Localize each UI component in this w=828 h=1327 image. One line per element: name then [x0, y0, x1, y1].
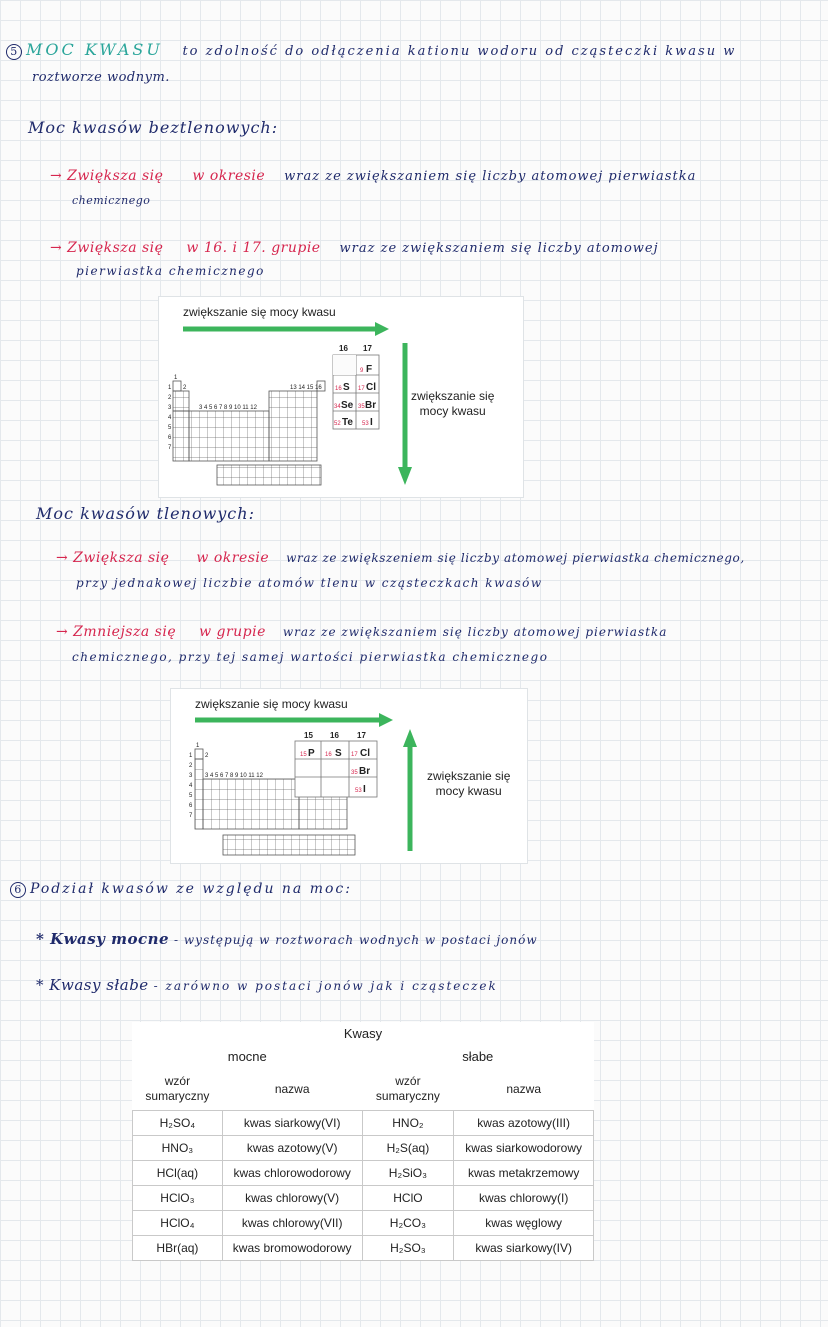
group-label-15: 15 — [304, 731, 313, 740]
element-symbol: Se — [341, 400, 354, 411]
formula-cell: HClO₃ — [133, 1186, 223, 1211]
intro-line-2: roztworze wodnym. — [32, 70, 170, 85]
group-label-17: 17 — [363, 344, 372, 353]
beztlenowe-bullet-2 — [50, 240, 659, 256]
table-row — [133, 1161, 594, 1186]
name-cell: kwas azotowy(V) — [222, 1136, 362, 1161]
section-5-title-line — [6, 40, 736, 60]
element-z: 16 — [335, 386, 342, 392]
horizontal-arrow-head — [379, 713, 393, 727]
section-6-title-line — [10, 878, 352, 898]
col-name: nazwa — [274, 1081, 310, 1096]
period-label: 1 — [189, 753, 193, 759]
element-z: 17 — [351, 752, 358, 758]
table-caption: Kwasy — [343, 1025, 383, 1041]
element-symbol: Te — [342, 417, 353, 428]
col-name: nazwa — [506, 1081, 541, 1096]
element-z: 52 — [334, 421, 341, 427]
element-z: 35 — [351, 770, 358, 776]
name-cell: kwas chlorowy(I) — [454, 1186, 594, 1211]
table-row — [133, 1211, 594, 1236]
name-cell: kwas węglowy — [454, 1211, 594, 1236]
vertical-arrow-head — [398, 467, 412, 485]
tlenowe-bullet-2 — [56, 624, 667, 640]
group-row-1: 1 — [196, 743, 200, 749]
group-label-16: 16 — [339, 344, 348, 353]
col-formula-line-1: wzór — [164, 1074, 191, 1088]
element-symbol: S — [343, 382, 350, 393]
side-label-line-1: zwiększanie się — [427, 769, 511, 783]
side-label-line-1: zwiększanie się — [411, 389, 495, 403]
group-row-1: 1 — [174, 375, 178, 381]
element-symbol: I — [363, 784, 366, 795]
element-symbol: Cl — [360, 748, 370, 759]
group-mid-label: 13 14 15 16 — [290, 385, 322, 391]
slabe-label: * Kwasy słabe — [36, 976, 149, 994]
intro-text: to zdolność do odłączenia kationu wodoru od cząsteczki kwasu w — [182, 44, 737, 59]
group-label-17: 17 — [357, 731, 366, 740]
period-label: 4 — [189, 783, 193, 789]
name-cell: kwas chlorowodorowy — [222, 1161, 362, 1186]
section-number: 6 — [10, 882, 26, 898]
table-row — [133, 1186, 594, 1211]
figure-1-arrow-label: zwiększanie się mocy kwasu — [183, 305, 336, 319]
beztlenowe-bullet-1 — [50, 168, 696, 184]
element-z: 9 — [360, 368, 364, 374]
figure-2-arrow-label: zwiększanie się mocy kwasu — [195, 697, 348, 711]
figure-1 — [158, 296, 524, 498]
element-z: 16 — [325, 752, 332, 758]
mocne-label: * Kwasy mocne — [36, 930, 170, 948]
b2-line-2: pierwiastka chemicznego — [76, 264, 265, 278]
formula-cell: H₂S(aq) — [362, 1136, 454, 1161]
b2-highlight: → Zwiększa się — [50, 240, 164, 256]
element-symbol: Br — [359, 766, 371, 777]
period-label: 2 — [168, 395, 172, 401]
mocne-line — [36, 930, 538, 948]
period-label: 4 — [168, 415, 172, 421]
acids-table — [132, 1022, 594, 1261]
group-row-3: 3 4 5 6 7 8 9 10 11 12 — [205, 773, 263, 779]
t1-highlight: → Zwiększa się — [56, 550, 170, 566]
period-label: 5 — [168, 425, 172, 431]
t2-highlight: → Zmniejsza się — [56, 624, 177, 640]
b1-highlight-2: w okresie — [192, 168, 266, 184]
slabe-desc: - zarówno w postaci jonów jak i cząsteczek — [153, 979, 498, 993]
name-cell: kwas siarkowy(IV) — [454, 1236, 594, 1261]
col-formula-line-1: wzór — [395, 1074, 421, 1088]
period-label: 3 — [189, 773, 193, 779]
element-z: 35 — [358, 404, 365, 410]
name-cell: kwas azotowy(III) — [454, 1111, 594, 1136]
table-header-row — [133, 1068, 594, 1111]
section-6-title: Podział kwasów ze względu na moc: — [30, 881, 352, 897]
formula-cell: H₂SO₄ — [133, 1111, 223, 1136]
element-z: 34 — [334, 404, 341, 410]
period-label: 7 — [168, 445, 172, 451]
group-label-16: 16 — [330, 731, 339, 740]
b1-rest: wraz ze zwiększaniem się liczby atomowej pierwiastka — [284, 169, 697, 184]
element-symbol: F — [366, 364, 373, 375]
formula-cell: H₂SiO₃ — [362, 1161, 454, 1186]
table-row — [133, 1111, 594, 1136]
name-cell: kwas metakrzemowy — [454, 1161, 594, 1186]
element-z: 53 — [355, 788, 362, 794]
element-symbol: Cl — [366, 382, 376, 393]
group-row-2: 2 — [205, 753, 209, 759]
t2-line-2: chemicznego, przy tej samej wartości pierwiastka chemicznego — [72, 650, 549, 664]
horizontal-arrow-head — [375, 322, 389, 336]
element-symbol: I — [370, 417, 373, 428]
element-symbol: S — [335, 748, 342, 759]
t2-rest: wraz ze zwiększaniem się liczby atomowej pierwiastka — [282, 625, 668, 639]
b2-highlight-2: w 16. i 17. grupie — [186, 240, 321, 256]
name-cell: kwas siarkowodorowy — [454, 1136, 594, 1161]
formula-cell: H₂CO₃ — [362, 1211, 454, 1236]
t1-rest: wraz ze zwiększeniem się liczby atomowej pierwiastka chemicznego, — [286, 551, 745, 565]
period-label: 1 — [168, 385, 172, 391]
name-cell: kwas chlorowy(V) — [222, 1186, 362, 1211]
group-row-2: 2 — [183, 385, 187, 391]
formula-cell: HBr(aq) — [133, 1236, 223, 1261]
side-label-line-2: mocy kwasu — [419, 404, 486, 418]
element-symbol: Br — [365, 400, 377, 411]
group-row-3: 3 4 5 6 7 8 9 10 11 12 — [199, 405, 257, 411]
side-label-line-2: mocy kwasu — [435, 784, 502, 798]
b1-line-2: chemicznego — [72, 194, 151, 207]
period-label: 5 — [189, 793, 193, 799]
period-label: 2 — [189, 763, 193, 769]
b1-highlight: → Zwiększa się — [50, 168, 164, 184]
formula-cell: HClO — [362, 1186, 454, 1211]
formula-cell: HNO₂ — [362, 1111, 454, 1136]
figure-1-svg — [159, 297, 523, 497]
formula-cell: HClO₄ — [133, 1211, 223, 1236]
period-label: 3 — [168, 405, 172, 411]
period-label: 7 — [189, 813, 193, 819]
period-label: 6 — [168, 435, 172, 441]
section-5-title: MOC KWASU — [26, 40, 163, 59]
figure-2-svg — [171, 689, 527, 863]
formula-cell: HCl(aq) — [133, 1161, 223, 1186]
group-strong: mocne — [227, 1048, 267, 1064]
col-formula-line-2: sumaryczny — [145, 1089, 210, 1103]
figure-2 — [170, 688, 528, 864]
element-z: 17 — [358, 386, 365, 392]
name-cell: kwas siarkowy(VI) — [222, 1111, 362, 1136]
t2-highlight-2: w grupie — [199, 624, 266, 640]
element-symbol: P — [308, 748, 315, 759]
col-formula — [133, 1068, 223, 1111]
group-weak: słabe — [462, 1048, 494, 1064]
col-formula-line-2: sumaryczny — [375, 1089, 440, 1103]
t1-highlight-2: w okresie — [196, 550, 270, 566]
vertical-arrow-head — [403, 729, 417, 747]
slabe-line — [36, 976, 498, 994]
t1-line-2: przy jednakowej liczbie atomów tlenu w cząsteczkach kwasów — [76, 576, 543, 590]
table-row — [133, 1236, 594, 1261]
element-z: 53 — [362, 421, 369, 427]
section-number: 5 — [6, 44, 22, 60]
mocne-desc: - występują w roztworach wodnych w postaci jonów — [174, 933, 538, 947]
b2-rest: wraz ze zwiększaniem się liczby atomowej — [339, 241, 659, 256]
period-label: 6 — [189, 803, 193, 809]
name-cell: kwas chlorowy(VII) — [222, 1211, 362, 1236]
tlenowe-bullet-1 — [56, 550, 745, 566]
col-formula — [362, 1068, 454, 1111]
name-cell: kwas bromowodorowy — [222, 1236, 362, 1261]
tlenowe-heading: Moc kwasów tlenowych: — [36, 504, 255, 523]
beztlenowe-heading: Moc kwasów beztlenowych: — [28, 118, 279, 137]
formula-cell: HNO₃ — [133, 1136, 223, 1161]
formula-cell: H₂SO₃ — [362, 1236, 454, 1261]
element-z: 15 — [300, 752, 307, 758]
table-row — [133, 1136, 594, 1161]
